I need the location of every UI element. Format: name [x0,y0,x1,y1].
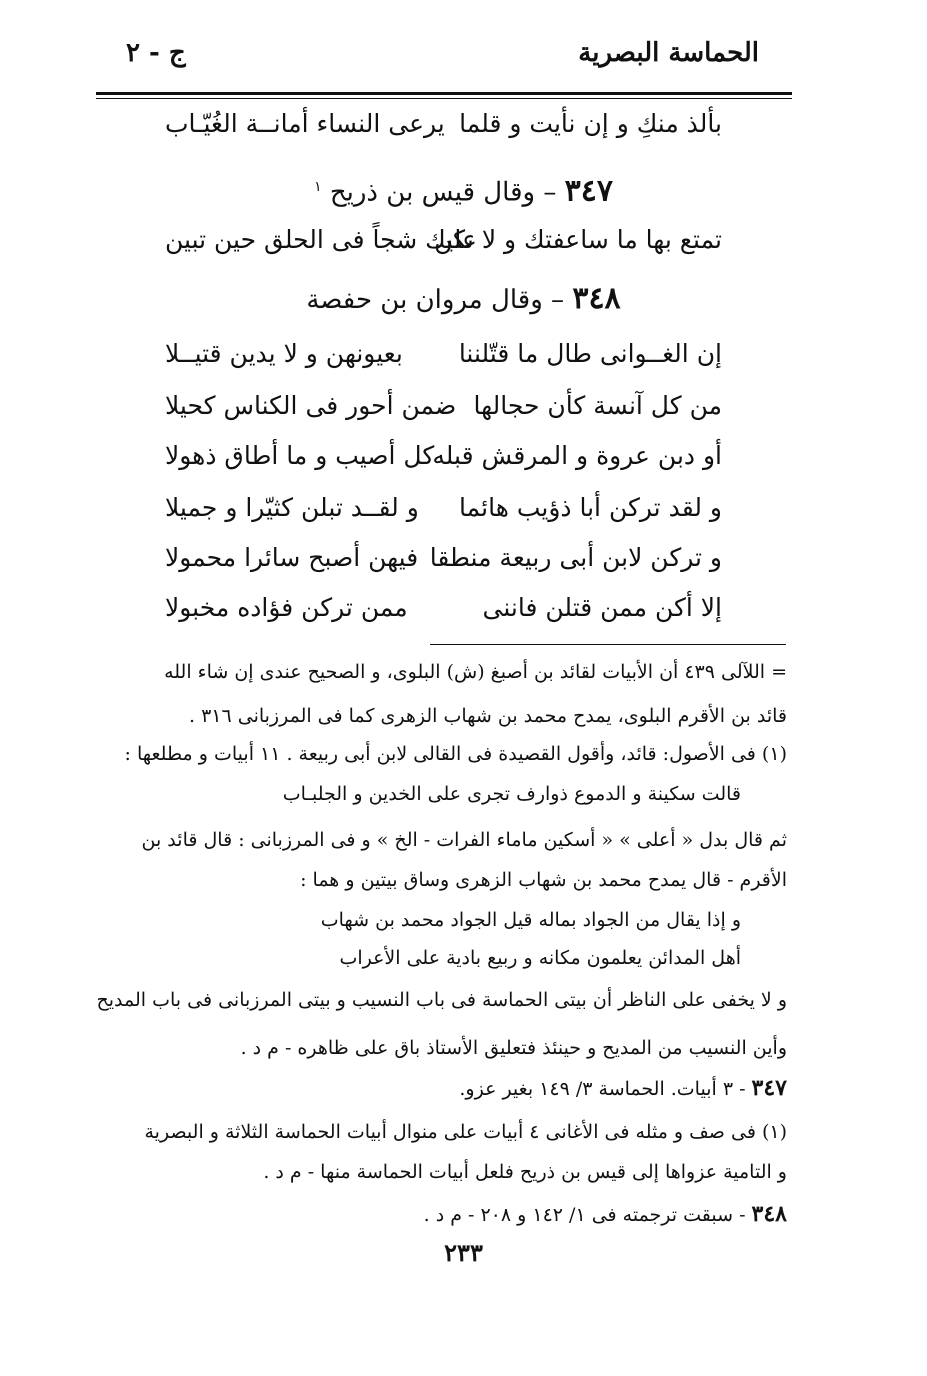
part-label: ج - ٢ [126,38,186,68]
verse-line [0,584,927,632]
footnote-number: ٣٤٧ [751,1075,787,1101]
header-rule-thin [96,98,792,99]
footnote-line: و لا يخفى على الناظر أن بيتى الحماسة فى باب النسيب و بيتى المرزبانى فى باب المديح [96,989,787,1011]
poem-number: ٣٤٨ [572,281,621,316]
verse-second-hemistich: بعيونهن و لا يدين قتيــلا [165,339,403,368]
footnote-line: و التامية عزواها إلى قيس بن ذريح فلعل أبيات الحماسة منها - م د . [263,1161,787,1183]
verse-first-hemistich: و تركن لابن أبى ربيعة منطقا [429,543,722,572]
poem-heading-347 [0,162,927,218]
verse-first-hemistich: و لقد تركن أبا ذؤيب هائما [459,493,722,522]
poem-number: ٣٤٧ [564,173,613,209]
verse-first-hemistich: تمتع بها ما ساعفتك و لا تكن [434,225,722,254]
poem-heading-348 [0,274,927,325]
footnote-entry-348 [424,1196,787,1233]
verse-line [0,432,927,480]
verse-line [0,382,927,430]
footnote-quoted-verse: أهل المدائن يعلمون مكانه و ربيع بادية على الأعراب [339,947,741,969]
verse-first-hemistich: إن الغــوانى طال ما قتّلننا [458,339,722,368]
footnote-line: الأقرم - قال يمدح محمد بن شهاب الزهرى وساق بيتين و هما : [300,869,787,891]
page-number: ٢٣٣ [444,1238,483,1267]
verse-second-hemistich: ممن تركن فؤاده مخبولا [165,593,408,622]
footnote-line: ثم قال بدل « أعلى » « أسكين ماماء الفرات - الخ » و فى المرزبانى : قال قائد بن [141,829,787,851]
footnote-line: وأين النسيب من المديح و حينئذ فتعليق الأستاذ باق على ظاهره - م د . [240,1037,787,1059]
footnote-line: = اللآلى ٤٣٩ أن الأبيات لقائد بن أصبغ (ش) البلوى، و الصحيح عندى إن شاء الله [164,661,787,683]
verse-first-hemistich: أو دبن عروة و المرقش قبله [432,441,722,470]
footnote-separator [430,644,786,645]
footnote-quoted-verse: و إذا يقال من الجواد بماله قيل الجواد محمد بن شهاب [320,909,741,931]
verse-line [0,534,927,582]
verse-line [0,484,927,532]
header-rule-thick [96,92,792,95]
footnote-entry-347 [459,1070,787,1107]
footnote-line: قائد بن الأقرم البلوى، يمدح محمد بن شهاب الزهرى كما فى المرزبانى ٣١٦ . [188,705,787,727]
verse-line [0,216,927,264]
verse-second-hemistich: يرعى النساء أمانــة الغُيّـاب [165,109,445,138]
verse-second-hemistich: ضمن أحور فى الكناس كحيلا [165,391,457,420]
verse-first-hemistich: إلا أكن ممن قتلن فاننى [482,593,722,622]
footnote-text: - ٣ أبيات. الحماسة ٣/ ١٤٩ بغير عزو. [459,1078,752,1100]
footnote-mark: ١ [314,179,322,195]
footnote-number: ٣٤٨ [751,1201,787,1227]
verse-line [0,100,927,148]
running-title: الحماسة البصرية [578,38,759,68]
verse-second-hemistich: عليك شجاً فى الحلق حين تبين [165,225,477,254]
poem-attribution: – وقال قيس بن ذريح [329,177,557,208]
verse-second-hemistich: و لقــد تبلن كثيّرا و جميلا [165,493,419,522]
verse-second-hemistich: فيهن أصبح سائرا محمولا [165,543,419,572]
verse-second-hemistich: كل أصيب و ما أطاق ذهولا [165,441,435,470]
verse-first-hemistich: من كل آنسة كأن حجالها [473,391,722,420]
poem-attribution: – وقال مروان بن حفصة [306,285,565,315]
verse-line [0,330,927,378]
footnote-line: (١) فى صف و مثله فى الأغانى ٤ أبيات على منوال أبيات الحماسة الثلاثة و البصرية [144,1121,787,1143]
verse-first-hemistich: بألذ منكِ و إن نأيت و قلما [459,109,722,138]
footnote-quoted-verse: قالت سكينة و الدموع ذوارف تجرى على الخدين و الجلبـاب [282,783,741,805]
footnote-line: (١) فى الأصول: قائد، وأقول القصيدة فى القالى لابن أبى ربيعة . ١١ أبيات و مطلعها : [124,743,787,765]
footnote-text: - سبقت ترجمته فى ١/ ١٤٢ و ٢٠٨ - م د . [423,1204,752,1226]
